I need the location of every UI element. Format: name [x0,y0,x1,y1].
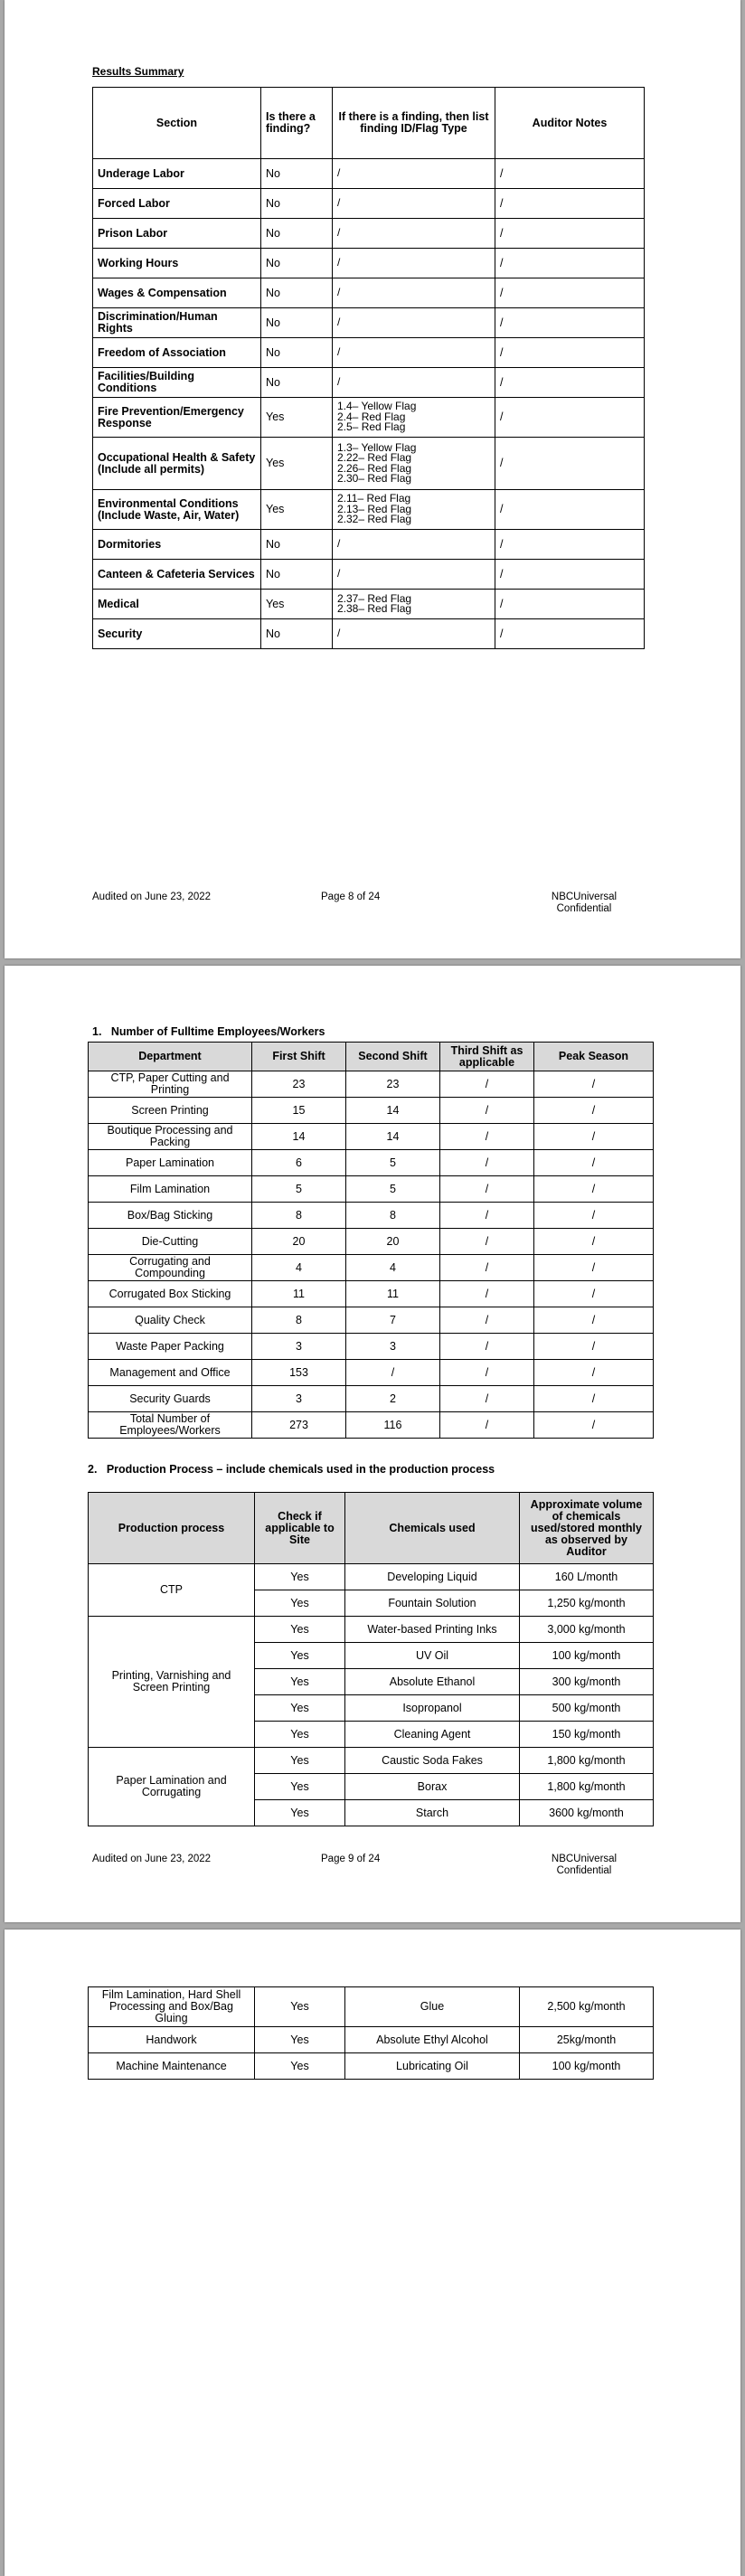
employees-table [88,1042,654,1439]
production-cell: 3,000 kg/month [520,1617,654,1643]
production-cell: Glue [345,1987,520,2027]
confidential-label: Confidential [556,1865,612,1876]
finding-id: / [337,166,341,180]
employee-cell: Management and Office [89,1360,252,1386]
finding-cell: No [261,308,333,338]
employee-cell: / [440,1307,534,1334]
notes-cell: / [495,308,645,338]
production-cell: Yes [255,1987,345,2027]
employee-cell: 3 [252,1386,346,1412]
notes-cell: / [495,590,645,619]
production-cell: Yes [255,1564,345,1590]
footer-page-number: Page 8 of 24 [321,892,381,902]
table-row [89,1334,654,1360]
section-cell: Forced Labor [93,189,261,219]
finding-ids-cell [333,219,495,249]
table-row [89,1098,654,1124]
finding-id: / [337,286,341,299]
table-row [89,1987,654,2027]
header-cell: If there is a finding, then list finding ID/Flag Type [333,88,495,159]
employee-cell: Corrugating and Compounding [89,1255,252,1281]
production-cell: 1,250 kg/month [520,1590,654,1617]
table-row [89,2053,654,2080]
finding-id: 2.32– Red Flag [337,513,412,526]
finding-ids-cell [333,619,495,649]
employee-cell: / [534,1098,654,1124]
table-row [89,1176,654,1203]
finding-ids-cell [333,189,495,219]
section-cell: Underage Labor [93,159,261,189]
finding-ids-cell [333,159,495,189]
finding-cell: No [261,249,333,278]
employee-cell: 15 [252,1098,346,1124]
table-row [89,1748,654,1774]
employee-cell: 4 [252,1255,346,1281]
finding-cell: Yes [261,590,333,619]
finding-cell: No [261,560,333,590]
table-row [93,249,645,278]
employee-cell: Corrugated Box Sticking [89,1281,252,1307]
company-name: NBCUniversal [551,892,618,902]
header-cell: Third Shift as applicable [440,1043,534,1071]
employee-cell: / [534,1386,654,1412]
header-cell: Approximate volume of chemicals used/stored monthly as observed by Auditor [520,1493,654,1564]
section-cell: Security [93,619,261,649]
employee-cell: / [534,1281,654,1307]
finding-ids-cell [333,249,495,278]
table-row [89,1307,654,1334]
employee-cell: 273 [252,1412,346,1439]
finding-cell: No [261,619,333,649]
table-row [93,219,645,249]
employee-cell: / [440,1203,534,1229]
production-cell: Yes [255,1800,345,1826]
table-row [93,159,645,189]
production-cell: 25kg/month [520,2027,654,2053]
production-cell: 1,800 kg/month [520,1748,654,1774]
finding-ids-cell [333,308,495,338]
notes-cell: / [495,219,645,249]
finding-cell: No [261,368,333,398]
table-row [93,398,645,438]
employee-cell: 8 [252,1203,346,1229]
employee-cell: Box/Bag Sticking [89,1203,252,1229]
employee-cell: Waste Paper Packing [89,1334,252,1360]
employee-cell: 11 [252,1281,346,1307]
employee-cell: / [440,1176,534,1203]
table-row [89,1281,654,1307]
notes-cell: / [495,398,645,438]
header-cell: First Shift [252,1043,346,1071]
table-row [89,1150,654,1176]
production-cell: UV Oil [345,1643,520,1669]
process-cell: CTP [89,1564,255,1617]
table-header-row [93,88,645,159]
production-cell: Yes [255,1617,345,1643]
production-cell: Handwork [89,2027,255,2053]
finding-cell: Yes [261,490,333,530]
production-cell: Developing Liquid [345,1564,520,1590]
employee-cell: / [440,1229,534,1255]
table-row [93,338,645,368]
finding-ids-cell [333,368,495,398]
document-page-8 [5,0,740,958]
production-cell: Yes [255,1669,345,1695]
production-cell: 150 kg/month [520,1722,654,1748]
header-cell: Is there a finding? [261,88,333,159]
footer-page-number: Page 9 of 24 [321,1854,381,1864]
table-row [93,438,645,490]
table-row [89,1071,654,1098]
notes-cell: / [495,338,645,368]
results-summary-table [92,87,645,649]
finding-ids-cell [333,398,495,438]
employee-cell: Screen Printing [89,1098,252,1124]
employee-cell: / [534,1203,654,1229]
employee-cell: 14 [346,1124,440,1150]
header-cell: Auditor Notes [495,88,645,159]
production-cell: Yes [255,2027,345,2053]
employee-cell: / [440,1071,534,1098]
section-cell: Environmental Conditions (Include Waste, Air, Water) [93,490,261,530]
production-cell: Caustic Soda Fakes [345,1748,520,1774]
employee-cell: / [440,1098,534,1124]
table-row [93,560,645,590]
section-cell: Occupational Health & Safety (Include all permits) [93,438,261,490]
production-cell: 300 kg/month [520,1669,654,1695]
production-cell: Absolute Ethyl Alcohol [345,2027,520,2053]
employee-cell: / [440,1150,534,1176]
table-header-row [89,1043,654,1071]
notes-cell: / [495,278,645,308]
notes-cell: / [495,619,645,649]
employee-cell: / [534,1229,654,1255]
finding-id: / [337,345,341,359]
header-cell: Peak Season [534,1043,654,1071]
finding-id: / [337,537,341,551]
header-cell: Check if applicable to Site [255,1493,345,1564]
finding-id: 2.11– Red Flag [337,492,411,505]
production-cell: Yes [255,1695,345,1722]
notes-cell: / [495,249,645,278]
finding-ids-cell [333,490,495,530]
finding-cell: No [261,338,333,368]
table-row [89,1229,654,1255]
finding-id: 2.13– Red Flag [337,502,412,515]
employee-cell: / [534,1412,654,1439]
finding-id: / [337,627,341,640]
employee-cell: 20 [346,1229,440,1255]
finding-id: 2.26– Red Flag [337,461,412,475]
employee-cell: / [534,1176,654,1203]
section-cell: Discrimination/Human Rights [93,308,261,338]
employee-cell: 20 [252,1229,346,1255]
finding-id: / [337,316,341,329]
header-cell: Department [89,1043,252,1071]
notes-cell: / [495,368,645,398]
company-name: NBCUniversal [551,1854,618,1864]
employee-cell: / [534,1334,654,1360]
table-row [89,1124,654,1150]
production-cell: Fountain Solution [345,1590,520,1617]
finding-id: / [337,226,341,240]
section-cell: Fire Prevention/Emergency Response [93,398,261,438]
section-cell: Wages & Compensation [93,278,261,308]
section-cell: Facilities/Building Conditions [93,368,261,398]
finding-id: / [337,256,341,269]
production-cell: Borax [345,1774,520,1800]
production-cell: Yes [255,1722,345,1748]
notes-cell: / [495,530,645,560]
notes-cell: / [495,189,645,219]
finding-id: 1.4– Yellow Flag [337,400,417,413]
footer-company [545,892,623,915]
table-row [89,1412,654,1439]
employee-cell: / [440,1255,534,1281]
table-row [93,619,645,649]
section-cell: Freedom of Association [93,338,261,368]
production-cell: Cleaning Agent [345,1722,520,1748]
employee-cell: 23 [346,1071,440,1098]
employees-heading: 1. Number of Fulltime Employees/Workers [92,1025,325,1038]
employee-cell: 23 [252,1071,346,1098]
production-cell: Yes [255,2053,345,2080]
employee-cell: Quality Check [89,1307,252,1334]
finding-id: 2.38– Red Flag [337,602,412,615]
table-row [89,1360,654,1386]
table-row [93,530,645,560]
finding-id: 2.30– Red Flag [337,472,412,485]
confidential-label: Confidential [556,903,612,914]
production-cell: Absolute Ethanol [345,1669,520,1695]
employee-cell: / [534,1150,654,1176]
finding-id: / [337,196,341,210]
production-cell: Water-based Printing Inks [345,1617,520,1643]
employee-cell: / [440,1124,534,1150]
finding-cell: No [261,189,333,219]
employee-cell: 116 [346,1412,440,1439]
employee-cell: Film Lamination [89,1176,252,1203]
finding-cell: No [261,159,333,189]
header-cell: Section [93,88,261,159]
table-row [89,1255,654,1281]
table-row [93,189,645,219]
table-row [89,1617,654,1643]
employee-cell: 4 [346,1255,440,1281]
production-cell: Isopropanol [345,1695,520,1722]
employee-cell: 3 [252,1334,346,1360]
finding-cell: No [261,278,333,308]
section-cell: Prison Labor [93,219,261,249]
employee-cell: / [534,1360,654,1386]
production-cell: 160 L/month [520,1564,654,1590]
process-cell: Paper Lamination and Corrugating [89,1748,255,1826]
table-row [93,368,645,398]
production-cell: 2,500 kg/month [520,1987,654,2027]
production-cell: Yes [255,1748,345,1774]
employee-cell: 6 [252,1150,346,1176]
table-row [89,1564,654,1590]
production-cell: 1,800 kg/month [520,1774,654,1800]
table-row [93,490,645,530]
table-row [89,1203,654,1229]
employee-cell: Paper Lamination [89,1150,252,1176]
employee-cell: / [440,1334,534,1360]
production-cell: Yes [255,1643,345,1669]
section-cell: Canteen & Cafeteria Services [93,560,261,590]
production-heading: 2. Production Process – include chemicals used in the production process [88,1463,495,1476]
employee-cell: 7 [346,1307,440,1334]
notes-cell: / [495,560,645,590]
section-cell: Dormitories [93,530,261,560]
finding-ids-cell [333,590,495,619]
finding-id: 2.4– Red Flag [337,410,406,423]
finding-ids-cell [333,438,495,490]
production-table-continued [88,1986,654,2080]
finding-id: / [337,375,341,389]
finding-id: 2.5– Red Flag [337,420,406,434]
employee-cell: 14 [346,1098,440,1124]
table-row [89,2027,654,2053]
finding-ids-cell [333,560,495,590]
employee-cell: CTP, Paper Cutting and Printing [89,1071,252,1098]
employee-cell: 14 [252,1124,346,1150]
table-row [93,278,645,308]
employee-cell: / [534,1307,654,1334]
finding-ids-cell [333,338,495,368]
finding-cell: No [261,219,333,249]
footer-audit-date: Audited on June 23, 2022 [92,1854,212,1864]
header-cell: Production process [89,1493,255,1564]
production-cell: Lubricating Oil [345,2053,520,2080]
finding-id: / [337,567,341,580]
employee-cell: 11 [346,1281,440,1307]
finding-ids-cell [333,530,495,560]
header-cell: Chemicals used [345,1493,520,1564]
finding-ids-cell [333,278,495,308]
section-cell: Working Hours [93,249,261,278]
notes-cell: / [495,490,645,530]
notes-cell: / [495,438,645,490]
employee-cell: Die-Cutting [89,1229,252,1255]
employee-cell: 3 [346,1334,440,1360]
employee-cell: / [534,1124,654,1150]
section-cell: Medical [93,590,261,619]
employee-cell: 5 [346,1176,440,1203]
employee-cell: Total Number of Employees/Workers [89,1412,252,1439]
table-header-row [89,1493,654,1564]
production-cell: Machine Maintenance [89,2053,255,2080]
production-cell: 3600 kg/month [520,1800,654,1826]
employee-cell: / [440,1360,534,1386]
finding-id: 1.3– Yellow Flag [337,440,417,454]
production-cell: Yes [255,1590,345,1617]
employee-cell: 8 [346,1203,440,1229]
employee-cell: 2 [346,1386,440,1412]
production-cell: Yes [255,1774,345,1800]
results-summary-title: Results Summary [92,65,184,78]
employee-cell: 5 [346,1150,440,1176]
employee-cell: 8 [252,1307,346,1334]
notes-cell: / [495,159,645,189]
finding-cell: Yes [261,398,333,438]
table-row [93,590,645,619]
table-row [89,1386,654,1412]
employee-cell: Boutique Processing and Packing [89,1124,252,1150]
footer-company [545,1854,623,1877]
employee-cell: / [440,1281,534,1307]
footer-audit-date: Audited on June 23, 2022 [92,892,212,902]
production-cell: 500 kg/month [520,1695,654,1722]
production-cell: 100 kg/month [520,2053,654,2080]
finding-cell: Yes [261,438,333,490]
employee-cell: Security Guards [89,1386,252,1412]
employee-cell: / [534,1255,654,1281]
production-cell: Film Lamination, Hard Shell Processing and Box/Bag Gluing [89,1987,255,2027]
production-cell: Starch [345,1800,520,1826]
header-cell: Second Shift [346,1043,440,1071]
production-table [88,1492,654,1826]
employee-cell: / [346,1360,440,1386]
table-row [93,308,645,338]
employee-cell: / [440,1386,534,1412]
employee-cell: / [440,1412,534,1439]
finding-cell: No [261,530,333,560]
employee-cell: 5 [252,1176,346,1203]
employee-cell: 153 [252,1360,346,1386]
finding-id: 2.37– Red Flag [337,591,412,605]
employee-cell: / [534,1071,654,1098]
production-cell: 100 kg/month [520,1643,654,1669]
process-cell: Printing, Varnishing and Screen Printing [89,1617,255,1748]
finding-id: 2.22– Red Flag [337,451,412,464]
